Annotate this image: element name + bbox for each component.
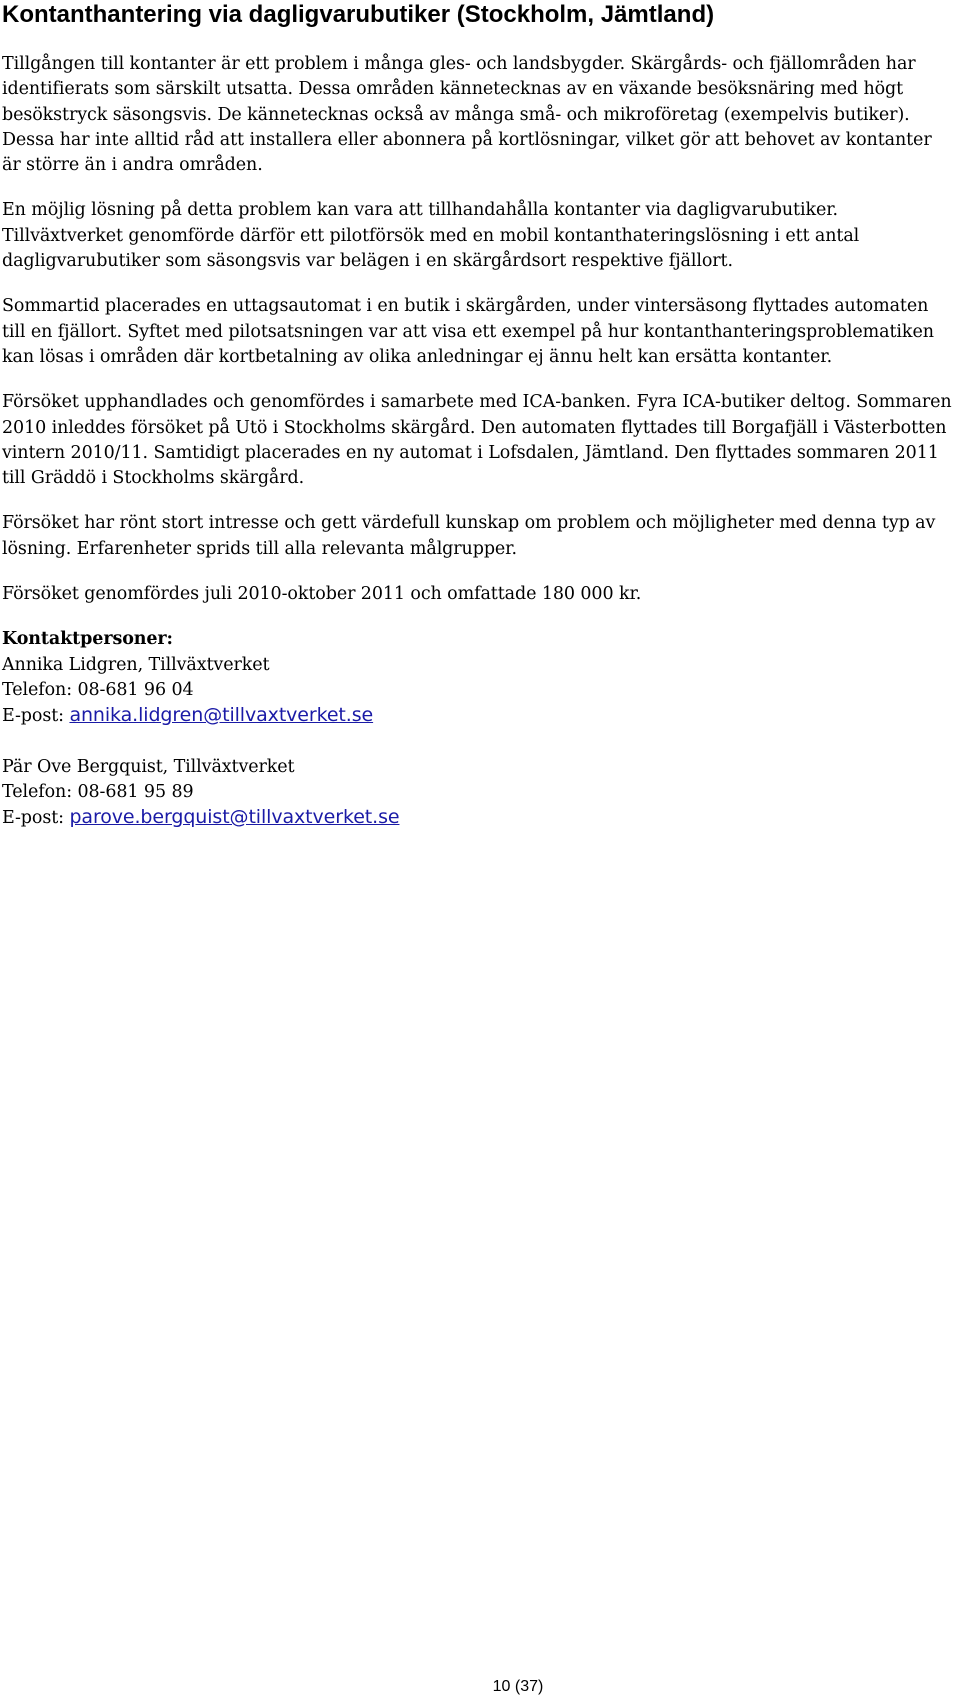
contact-card-annika bbox=[2, 627, 952, 729]
contact-email-label: E-post: bbox=[2, 706, 64, 727]
page-number: 10 (37) bbox=[492, 1678, 544, 1695]
contact-phone: Telefon: 08-681 95 89 bbox=[2, 781, 194, 802]
document-body bbox=[2, 52, 952, 856]
document-title: Kontanthantering via dagligvarubutiker (Stockholm, Jämtland) bbox=[2, 1, 715, 28]
contact-phone: Telefon: 08-681 96 04 bbox=[2, 679, 194, 700]
contacts-section bbox=[2, 627, 952, 831]
contact-name: Annika Lidgren, Tillväxtverket bbox=[2, 654, 270, 675]
contact-email-line bbox=[2, 805, 952, 831]
paragraph-access: Tillgången till kontanter är ett problem i många gles- och landsbygder. Skärgårds- och fjällområden har identifierats som särskilt utsatta. Dessa områden kännetecknas av en växande besöksnäring med högt besökstryck säsongsvis. De kännetecknas också av många små- och mikroföretag (exempelvis butiker). Dessa har inte alltid råd att installera eller abonnera på kortlösningar, vilket gör att behovet av kontanter är större än i andra områden. bbox=[2, 54, 932, 176]
contact-card-parove bbox=[2, 755, 952, 832]
paragraph-procurement: Försöket upphandlades och genomfördes i samarbete med ICA-banken. Fyra ICA-butiker deltog. Sommaren 2010 inleddes försöket på Utö i Stockholms skärgård. Den automaten flyttades till Borgafjäll i Västerbotten vintern 2010/11. Samtidigt placerades en ny automat i Lofsdalen, Jämtland. Den flyttades sommaren 2011 till Gräddö i Stockholms skärgård. bbox=[2, 392, 952, 489]
paragraph-summer-placement: Sommartid placerades en uttagsautomat i en butik i skärgården, under vintersäsong flyttades automaten till en fjällort. Syftet med pilotsatsningen var att visa ett exempel på hur kontanthanteringsproblematiken kan lösas i områden där kortbetalning av olika anledningar ej ännu helt kan ersätta kontanter. bbox=[2, 296, 934, 367]
paragraph-solution: En möjlig lösning på detta problem kan vara att tillhandahålla kontanter via dagligvarubutiker. Tillväxtverket genomförde därför ett pilotförsök med en mobil kontanthateringslösning i ett antal dagligvarubutiker som säsongsvis var belägen i en skärgårdsort respektive fjällort. bbox=[2, 200, 860, 272]
contact-email-link[interactable]: parove.bergquist@tillvaxtverket.se bbox=[69, 806, 400, 829]
paragraph-duration-budget: Försöket genomfördes juli 2010-oktober 2011 och omfattade 180 000 kr. bbox=[2, 584, 642, 605]
contact-email-label: E-post: bbox=[2, 808, 64, 829]
contact-email-line bbox=[2, 703, 952, 729]
contact-email-link[interactable]: annika.lidgren@tillvaxtverket.se bbox=[69, 704, 374, 727]
contact-name: Pär Ove Bergquist, Tillväxtverket bbox=[2, 756, 295, 777]
paragraph-interest: Försöket har rönt stort intresse och gett värdefull kunskap om problem och möjligheter med denna typ av lösning. Erfarenheter sprids till alla relevanta målgrupper. bbox=[2, 513, 936, 559]
contacts-heading: Kontaktpersoner: bbox=[2, 629, 173, 650]
